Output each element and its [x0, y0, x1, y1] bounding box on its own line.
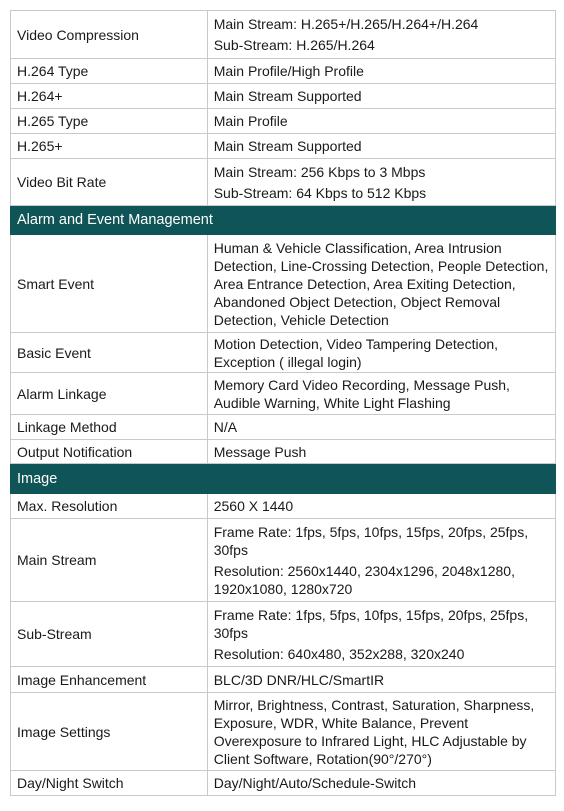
spec-label: Output Notification [11, 440, 208, 464]
spec-value [207, 11, 555, 59]
spec-value: Main Stream Supported [207, 84, 555, 109]
spec-value [207, 602, 555, 667]
spec-value-line: Main Stream: 256 Kbps to 3 Mbps [213, 163, 426, 180]
section-title: Image [11, 464, 556, 494]
spec-row-main-stream [11, 519, 556, 602]
spec-value-line: Frame Rate: 1fps, 5fps, 10fps, 15fps, 20fps, 25fps, 30fps [213, 606, 529, 641]
spec-value: Message Push [207, 440, 555, 464]
spec-value-line: Resolution: 2560x1440, 2304x1296, 2048x1280, 1920x1080, 1280x720 [213, 562, 515, 597]
spec-table [10, 10, 556, 796]
spec-value [207, 519, 555, 602]
spec-label: Alarm Linkage [11, 373, 208, 415]
spec-value: Human & Vehicle Classification, Area Intrusion Detection, Line-Crossing Detection, People Detection, Area Entrance Detection, Area Exiting Detection, Abandoned Object Detection, Object Removal Detection, Vehicle Detection [207, 235, 555, 333]
spec-row-max-resolution [11, 494, 556, 519]
section-header-alarm [11, 206, 556, 235]
spec-value-line: Main Stream: H.265+/H.265/H.264+/H.264 [213, 16, 479, 32]
spec-row-basic-event [11, 333, 556, 373]
spec-row-linkage-method [11, 415, 556, 440]
spec-label: Image Settings [11, 693, 208, 771]
spec-value: BLC/3D DNR/HLC/SmartIR [207, 667, 555, 693]
spec-row-h264-type [11, 59, 556, 84]
spec-value: Motion Detection, Video Tampering Detection, Exception ( illegal login) [207, 333, 555, 373]
spec-value-line: Resolution: 640x480, 352x288, 320x240 [213, 645, 465, 662]
spec-row-video-compression [11, 11, 556, 59]
spec-sheet [10, 10, 556, 796]
spec-row-image-settings [11, 693, 556, 771]
spec-value-line: Frame Rate: 1fps, 5fps, 10fps, 15fps, 20fps, 25fps, 30fps [213, 523, 529, 558]
spec-row-h265-type [11, 109, 556, 134]
spec-row-h264-plus [11, 84, 556, 109]
spec-label: Linkage Method [11, 415, 208, 440]
spec-label: H.264 Type [11, 59, 208, 84]
spec-row-day-night-switch [11, 771, 556, 796]
spec-label: Basic Event [11, 333, 208, 373]
spec-row-alarm-linkage [11, 373, 556, 415]
spec-label: Day/Night Switch [11, 771, 208, 796]
spec-value-line: Sub-Stream: 64 Kbps to 512 Kbps [213, 184, 427, 201]
spec-row-smart-event [11, 235, 556, 333]
spec-label: H.264+ [11, 84, 208, 109]
spec-value: Day/Night/Auto/Schedule-Switch [207, 771, 555, 796]
spec-label: Video Bit Rate [11, 159, 208, 206]
spec-row-h265-plus [11, 134, 556, 159]
spec-label: Video Compression [11, 11, 208, 59]
spec-label: Main Stream [11, 519, 208, 602]
spec-value [207, 159, 555, 206]
spec-row-output-notification [11, 440, 556, 464]
spec-value: N/A [207, 415, 555, 440]
section-title: Alarm and Event Management [11, 206, 556, 235]
spec-value: Main Profile/High Profile [207, 59, 555, 84]
section-header-image [11, 464, 556, 494]
spec-value: Mirror, Brightness, Contrast, Saturation, Sharpness, Exposure, WDR, White Balance, Prevent Overexposure to Infrared Light, HLC Adjustable by Client Software, Rotation(90°/270°) [207, 693, 555, 771]
spec-label: Max. Resolution [11, 494, 208, 519]
spec-value: Memory Card Video Recording, Message Push, Audible Warning, White Light Flashing [207, 373, 555, 415]
spec-value: Main Profile [207, 109, 555, 134]
spec-value: Main Stream Supported [207, 134, 555, 159]
spec-label: Smart Event [11, 235, 208, 333]
spec-label: Image Enhancement [11, 667, 208, 693]
spec-value: 2560 X 1440 [207, 494, 555, 519]
spec-row-video-bit-rate [11, 159, 556, 206]
spec-label: Sub-Stream [11, 602, 208, 667]
spec-row-sub-stream [11, 602, 556, 667]
spec-label: H.265 Type [11, 109, 208, 134]
spec-label: H.265+ [11, 134, 208, 159]
spec-row-image-enhancement [11, 667, 556, 693]
spec-value-line: Sub-Stream: H.265/H.264 [213, 37, 375, 53]
